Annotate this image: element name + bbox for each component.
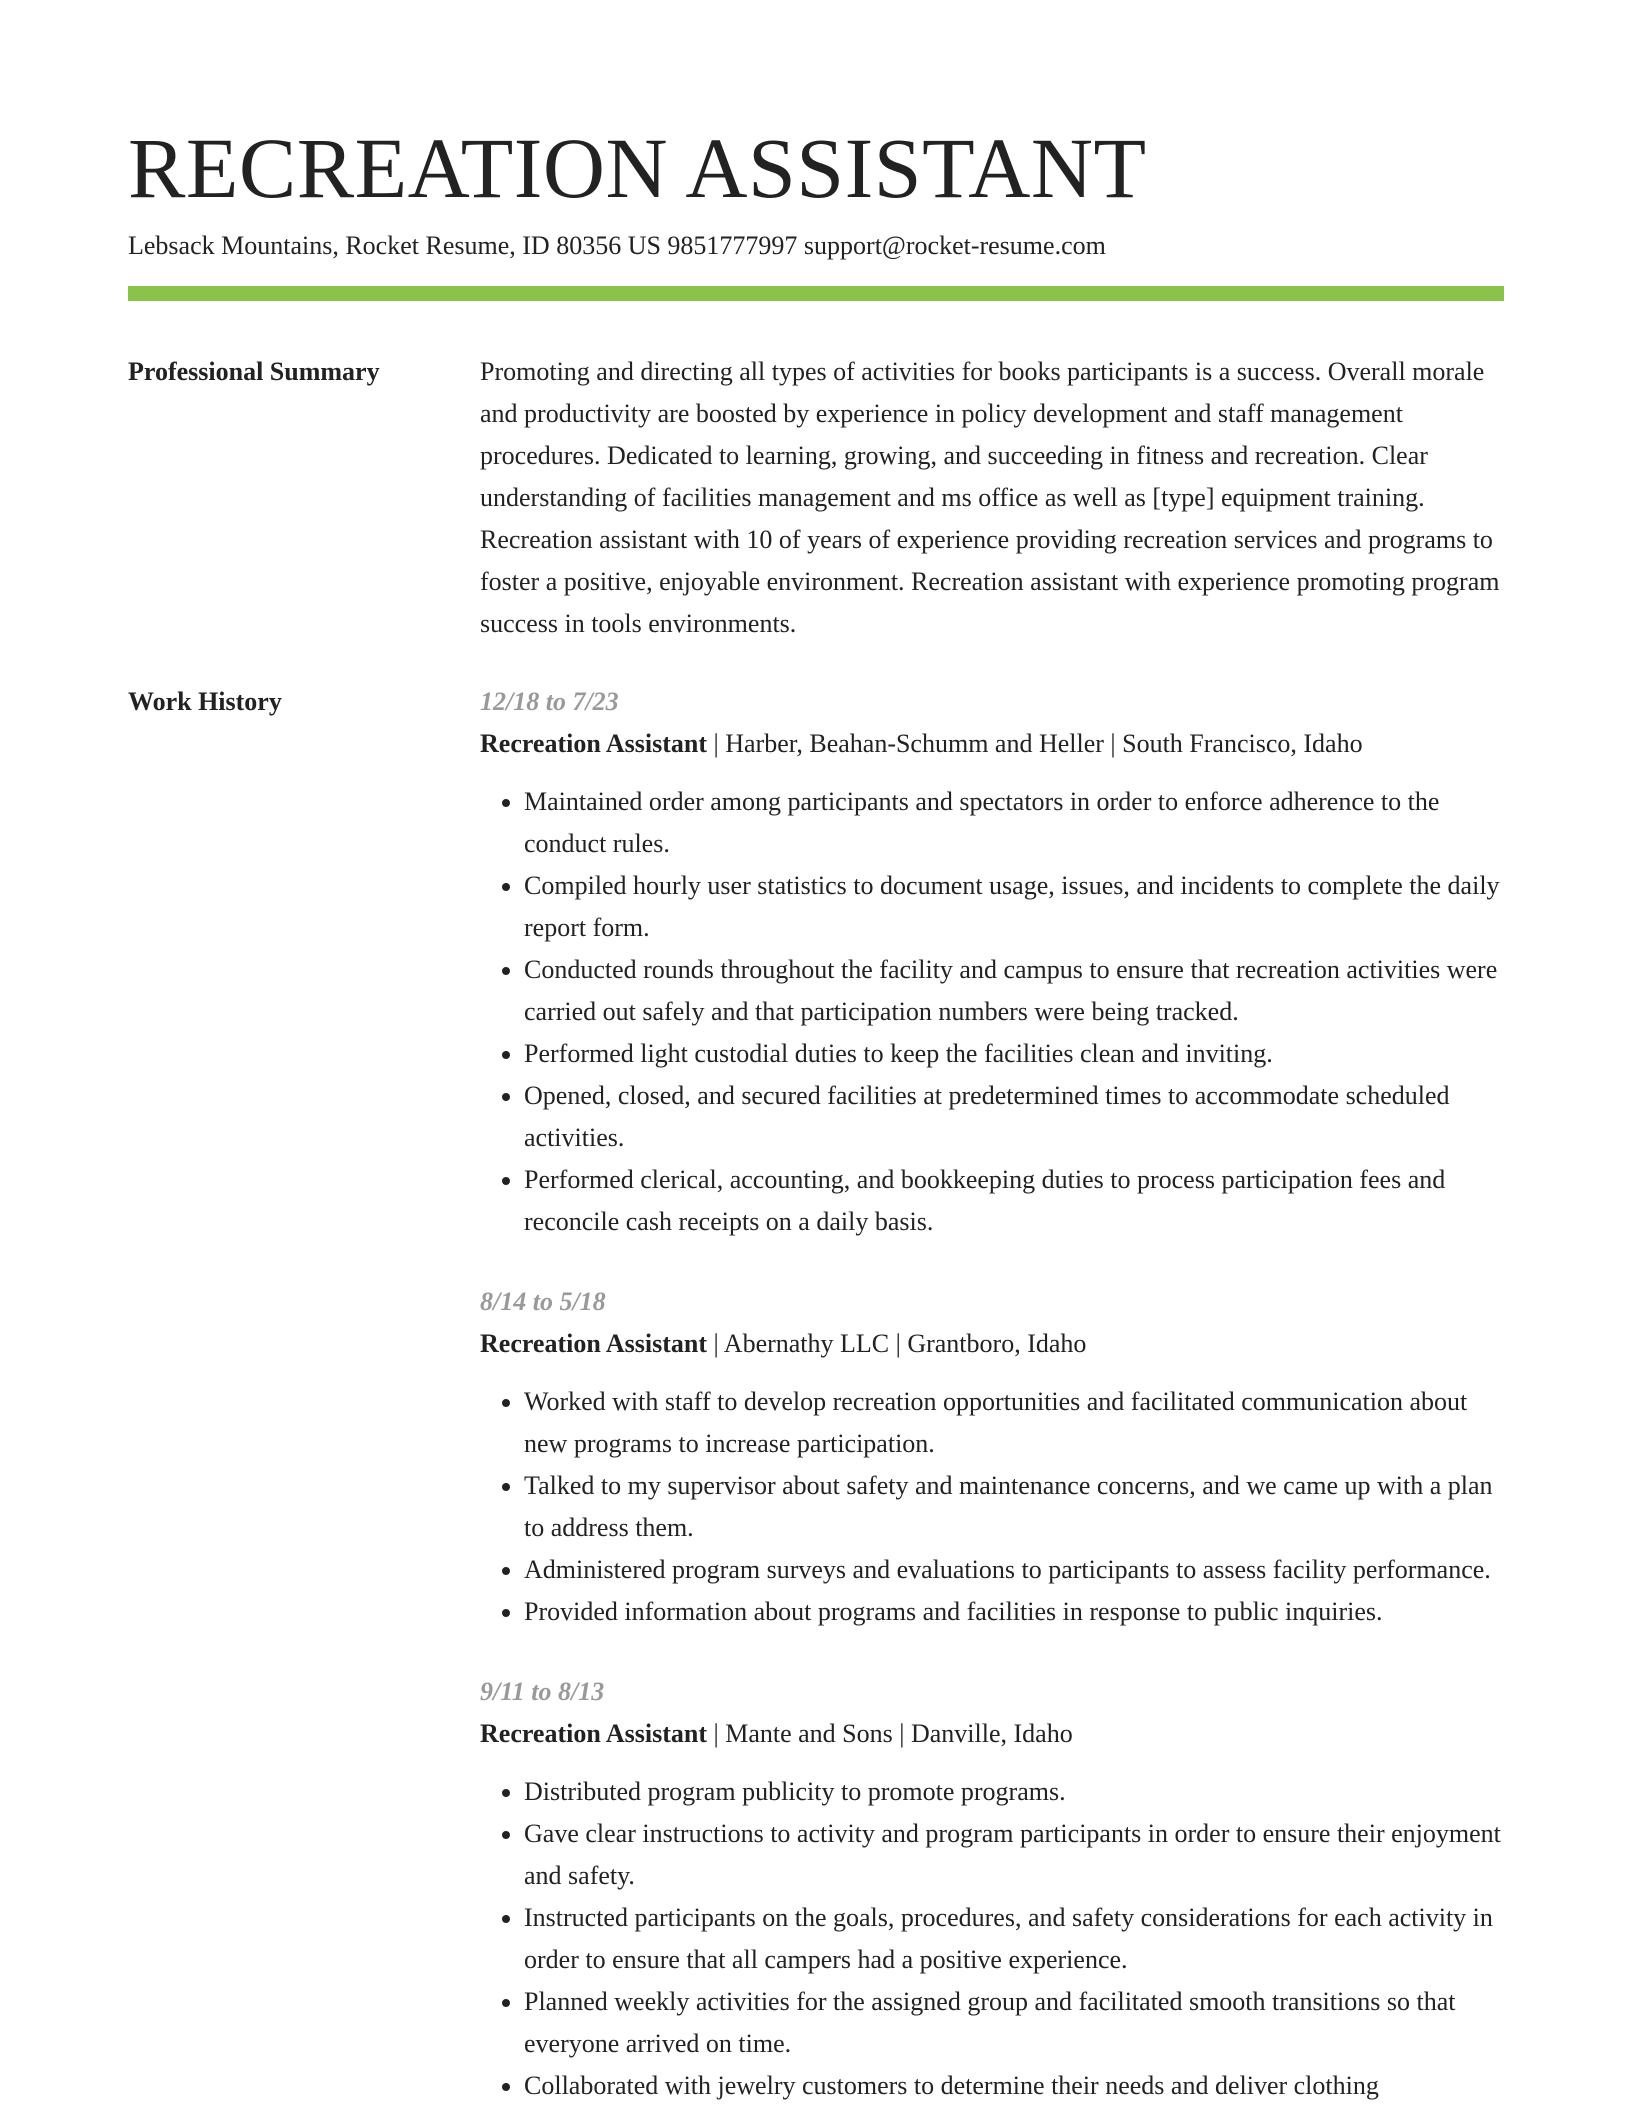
job-bullet: • Provided information about programs and facilities in response to public inquiries.	[524, 1591, 1504, 1633]
summary-text: Promoting and directing all types of activities for books participants is a success. Overall morale and productivity are boosted by experience in policy development and staff management procedures. Dedicated to learning, growing, and succeeding in fitness and recreation. Clear understanding of facilities management and ms office as well as [type] equipment training. Recreation assistant with 10 of years of experience providing recreation services and programs to foster a positive, enjoyable environment. Recreation assistant with experience promoting program success in tools environments.	[480, 357, 1500, 638]
job-bullet: • Opened, closed, and secured facilities at predetermined times to accommodate scheduled activities.	[524, 1075, 1504, 1159]
job-bullet: • Planned weekly activities for the assigned group and facilitated smooth transitions so that everyone arrived on time.	[524, 1981, 1504, 2065]
work-history-section	[128, 681, 1504, 2107]
job-title: Recreation Assistant	[480, 1719, 708, 1748]
job-bullet: • Performed light custodial duties to keep the facilities clean and inviting.	[524, 1033, 1504, 1075]
jobs-list	[480, 681, 1504, 2107]
job-heading	[480, 1713, 1504, 1755]
job-entry	[480, 681, 1504, 1243]
work-history-label: Work History	[128, 687, 282, 716]
contact-line: Lebsack Mountains, Rocket Resume, ID 80356 US 9851777997 support@rocket-resume.com	[128, 231, 1106, 260]
job-employer-location: | Mante and Sons | Danville, Idaho	[707, 1719, 1073, 1748]
job-dates: 8/14 to 5/18	[480, 1287, 606, 1316]
summary-label: Professional Summary	[128, 357, 380, 386]
accent-divider	[128, 286, 1504, 301]
job-bullets	[480, 781, 1504, 1243]
job-bullet: • Distributed program publicity to promote programs.	[524, 1771, 1504, 1813]
job-heading	[480, 723, 1504, 765]
job-bullets	[480, 1381, 1504, 1633]
job-bullet: • Worked with staff to develop recreation opportunities and facilitated communication about new programs to increase participation.	[524, 1381, 1504, 1465]
summary-section	[128, 351, 1504, 645]
job-bullets	[480, 1771, 1504, 2107]
job-title: Recreation Assistant	[480, 729, 708, 758]
job-bullet: • Gave clear instructions to activity and program participants in order to ensure their enjoyment and safety.	[524, 1813, 1504, 1897]
job-title: Recreation Assistant	[480, 1329, 708, 1358]
job-entry	[480, 1671, 1504, 2107]
job-bullet: • Performed clerical, accounting, and bookkeeping duties to process participation fees and reconcile cash receipts on a daily basis.	[524, 1159, 1504, 1243]
resume-name: RECREATION ASSISTANT	[128, 120, 1147, 216]
job-bullet: • Maintained order among participants and spectators in order to enforce adherence to the conduct rules.	[524, 781, 1504, 865]
job-bullet: • Administered program surveys and evaluations to participants to assess facility performance.	[524, 1549, 1504, 1591]
job-employer-location: | Abernathy LLC | Grantboro, Idaho	[707, 1329, 1087, 1358]
job-heading	[480, 1323, 1504, 1365]
job-bullet: • Compiled hourly user statistics to document usage, issues, and incidents to complete the daily report form.	[524, 865, 1504, 949]
job-entry	[480, 1281, 1504, 1633]
resume-page	[128, 118, 1504, 2107]
job-bullet: • Instructed participants on the goals, procedures, and safety considerations for each activity in order to ensure that all campers had a positive experience.	[524, 1897, 1504, 1981]
job-dates: 12/18 to 7/23	[480, 687, 619, 716]
job-employer-location: | Harber, Beahan-Schumm and Heller | South Francisco, Idaho	[707, 729, 1363, 758]
job-dates: 9/11 to 8/13	[480, 1677, 605, 1706]
job-bullet: • Collaborated with jewelry customers to determine their needs and deliver clothing	[524, 2065, 1504, 2107]
job-bullet: • Talked to my supervisor about safety and maintenance concerns, and we came up with a plan to address them.	[524, 1465, 1504, 1549]
job-bullet: • Conducted rounds throughout the facility and campus to ensure that recreation activities were carried out safely and that participation numbers were being tracked.	[524, 949, 1504, 1033]
